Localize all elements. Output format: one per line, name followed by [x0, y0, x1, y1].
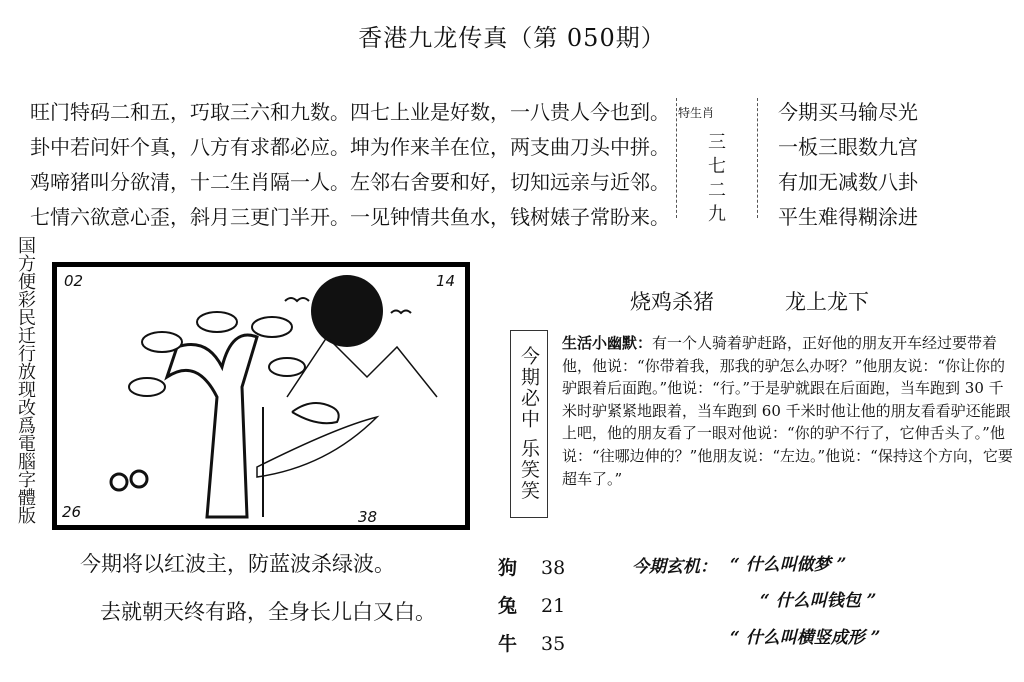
rabbit-icon — [292, 403, 339, 423]
corner-number: 26 — [62, 503, 82, 521]
zodiac-number: 七 — [708, 156, 726, 177]
tree-trunk-icon — [167, 335, 257, 517]
fruit-icon — [131, 471, 147, 487]
humor-story — [562, 332, 1018, 490]
leaf-icon — [142, 332, 182, 352]
leaf-icon — [197, 312, 237, 332]
corner-number: 14 — [436, 272, 456, 290]
story-heading: 生活小幽默： — [562, 334, 653, 352]
animal-number: 兔 21 — [498, 595, 566, 617]
poem-line: 七情六欲意心歪，斜月三更门半开。一见钟情共鱼水，钱树婊子常盼来。 — [30, 205, 670, 229]
path-icon — [257, 417, 377, 477]
corner-number: 38 — [358, 508, 378, 526]
phrase: 烧鸡杀猪 — [630, 290, 714, 314]
verse-line: 一板三眼数九宫 — [778, 135, 918, 159]
mountain-icon — [287, 337, 437, 397]
story-body: 有一个人骑着驴赶路，正好他的朋友开车经过要带着他，他说：“你带着我，那我的驴怎么办呀？”他朋友说：“你让你的驴跟着后面跑。”他说：“行。”于是驴就跟在后面跑，当车跑到 30 千米时驴紧紧地跟着，当车跑到 60 千米时他让他的朋友看看驴还能跟上吧，他的朋友看了一眼对他说：“你的驴不行了，它伸舌头了。”他说：“往哪边伸的？”他朋友说：“左边。”他说：“保持这个方向，它要超车了。” — [562, 334, 1013, 488]
poem-line: 卦中若问奸个真，八方有求都必应。坤为作来羊在位，两支曲刀头中拼。 — [30, 135, 670, 159]
leaf-icon — [269, 358, 305, 376]
xuanji-line: “ 什么叫横竖成形 ” — [730, 628, 881, 648]
zodiac-number: 二 — [708, 180, 726, 201]
bird-icon — [285, 298, 309, 301]
moon-icon — [311, 275, 383, 347]
bottom-line: 去就朝天终有路，全身长儿白又白。 — [100, 600, 436, 624]
leaf-icon — [252, 317, 292, 337]
verse-line: 有加无减数八卦 — [778, 170, 918, 194]
poem-line: 鸡啼猪叫分欲清，十二生肖隔一人。左邻右舍要和好，切知远亲与近邻。 — [30, 170, 670, 194]
special-zodiac-label: 特生肖 — [678, 106, 715, 120]
poem-line: 旺门特码二和五，巧取三六和九数。四七上业是好数，一八贵人今也到。 — [30, 100, 670, 124]
vertical-box: 今期必中 乐笑笑 — [510, 330, 548, 518]
phrase: 龙上龙下 — [785, 290, 869, 314]
bottom-line: 今期将以红波主，防蓝波杀绿波。 — [80, 552, 395, 576]
xuanji-label: 今期玄机： — [632, 557, 717, 577]
animal-number: 牛 35 — [498, 633, 566, 655]
corner-number: 02 — [64, 272, 84, 290]
zodiac-number: 九 — [708, 204, 726, 225]
verse-line: 平生难得糊涂进 — [778, 205, 918, 229]
page-title: 香港九龙传真（第 050期） — [358, 24, 666, 52]
xuanji-line: “ 什么叫做梦 ” — [730, 555, 847, 575]
illustration-frame — [52, 262, 470, 530]
bird-icon — [391, 311, 411, 314]
tree-moon-rabbit-illustration — [57, 267, 465, 525]
zodiac-number: 三 — [708, 132, 726, 153]
xuanji-line: “ 什么叫钱包 ” — [760, 591, 877, 611]
fruit-icon — [111, 474, 127, 490]
verse-line: 今期买马输尽光 — [778, 100, 918, 124]
animal-number: 狗 38 — [498, 557, 566, 579]
leaf-icon — [129, 378, 165, 396]
vertical-notice: 国方便彩民迁行放现改爲電腦字體版 — [15, 236, 36, 524]
